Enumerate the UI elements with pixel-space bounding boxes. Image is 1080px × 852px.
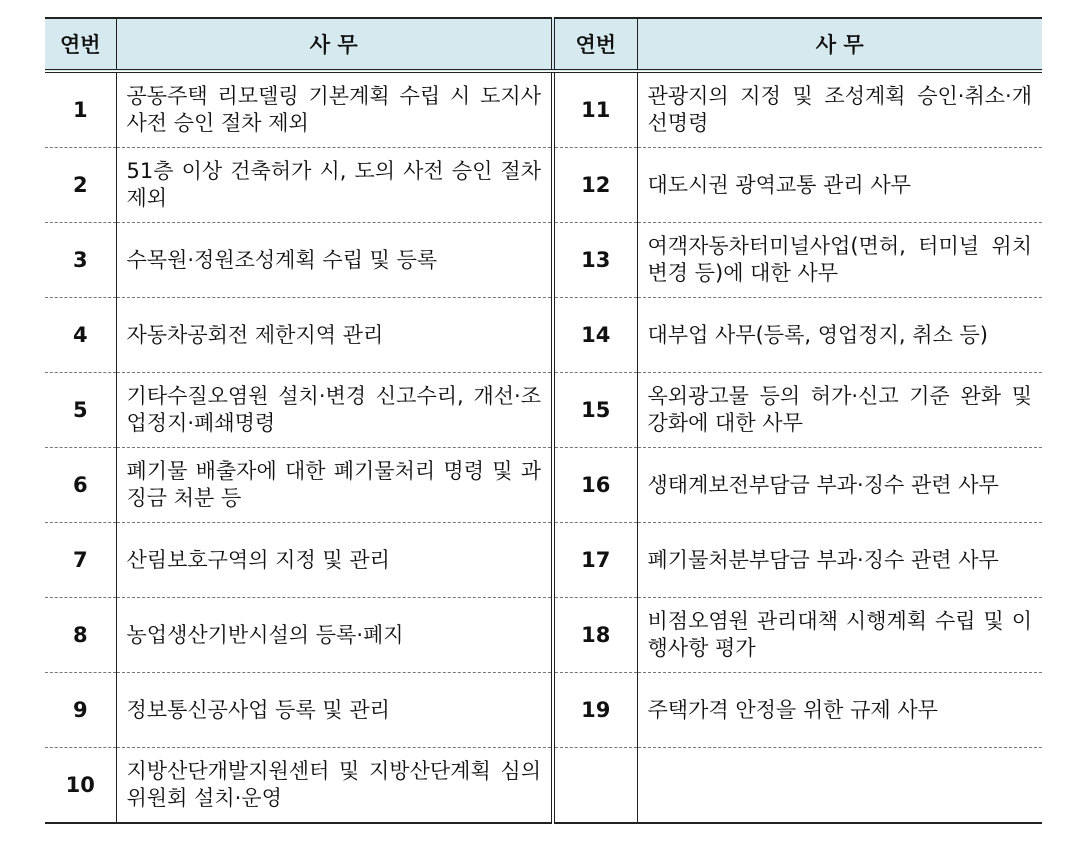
row-number: 16 <box>553 448 637 523</box>
row-description: 주택가격 안정을 위한 규제 사무 <box>637 673 1042 748</box>
row-description <box>637 748 1042 824</box>
row-description: 생태계보전부담금 부과·징수 관련 사무 <box>637 448 1042 523</box>
row-number: 3 <box>45 223 116 298</box>
table-row <box>45 298 1042 373</box>
table-row <box>45 523 1042 598</box>
row-description: 여객자동차터미널사업(면허, 터미널 위치 변경 등)에 대한 사무 <box>637 223 1042 298</box>
row-description: 대부업 사무(등록, 영업정지, 취소 등) <box>637 298 1042 373</box>
affairs-table <box>45 17 1042 824</box>
table-row <box>45 448 1042 523</box>
row-number: 14 <box>553 298 637 373</box>
table-row <box>45 673 1042 748</box>
row-description: 정보통신공사업 등록 및 관리 <box>116 673 553 748</box>
row-number: 7 <box>45 523 116 598</box>
row-number: 5 <box>45 373 116 448</box>
table-row <box>45 71 1042 148</box>
header-desc-right: 사 무 <box>637 18 1042 71</box>
header-no-right: 연번 <box>553 18 637 71</box>
row-description: 기타수질오염원 설치·변경 신고수리, 개선·조업정지·폐쇄명령 <box>116 373 553 448</box>
row-number: 2 <box>45 148 116 223</box>
row-description: 농업생산기반시설의 등록·폐지 <box>116 598 553 673</box>
row-number: 4 <box>45 298 116 373</box>
header-desc-left: 사 무 <box>116 18 553 71</box>
row-number: 17 <box>553 523 637 598</box>
row-description: 대도시권 광역교통 관리 사무 <box>637 148 1042 223</box>
row-description: 산림보호구역의 지정 및 관리 <box>116 523 553 598</box>
row-number: 15 <box>553 373 637 448</box>
row-description: 관광지의 지정 및 조성계획 승인·취소·개선명령 <box>637 71 1042 148</box>
row-description: 옥외광고물 등의 허가·신고 기준 완화 및 강화에 대한 사무 <box>637 373 1042 448</box>
row-description: 자동차공회전 제한지역 관리 <box>116 298 553 373</box>
row-number: 13 <box>553 223 637 298</box>
row-number: 18 <box>553 598 637 673</box>
row-description: 수목원·정원조성계획 수립 및 등록 <box>116 223 553 298</box>
row-number: 11 <box>553 71 637 148</box>
row-number: 19 <box>553 673 637 748</box>
header-no-left: 연번 <box>45 18 116 71</box>
row-description: 51층 이상 건축허가 시, 도의 사전 승인 절차 제외 <box>116 148 553 223</box>
row-description: 공동주택 리모델링 기본계획 수립 시 도지사 사전 승인 절차 제외 <box>116 71 553 148</box>
row-number: 6 <box>45 448 116 523</box>
table-row <box>45 748 1042 824</box>
table-row <box>45 148 1042 223</box>
row-number <box>553 748 637 824</box>
row-number: 10 <box>45 748 116 824</box>
row-description: 비점오염원 관리대책 시행계획 수립 및 이행사항 평가 <box>637 598 1042 673</box>
row-number: 8 <box>45 598 116 673</box>
table-header-row <box>45 18 1042 71</box>
row-number: 1 <box>45 71 116 148</box>
row-description: 폐기물 배출자에 대한 폐기물처리 명령 및 과징금 처분 등 <box>116 448 553 523</box>
table-row <box>45 373 1042 448</box>
table-row <box>45 223 1042 298</box>
row-description: 지방산단개발지원센터 및 지방산단계획 심의위원회 설치·운영 <box>116 748 553 824</box>
table-row <box>45 598 1042 673</box>
row-number: 9 <box>45 673 116 748</box>
row-number: 12 <box>553 148 637 223</box>
row-description: 폐기물처분부담금 부과·징수 관련 사무 <box>637 523 1042 598</box>
